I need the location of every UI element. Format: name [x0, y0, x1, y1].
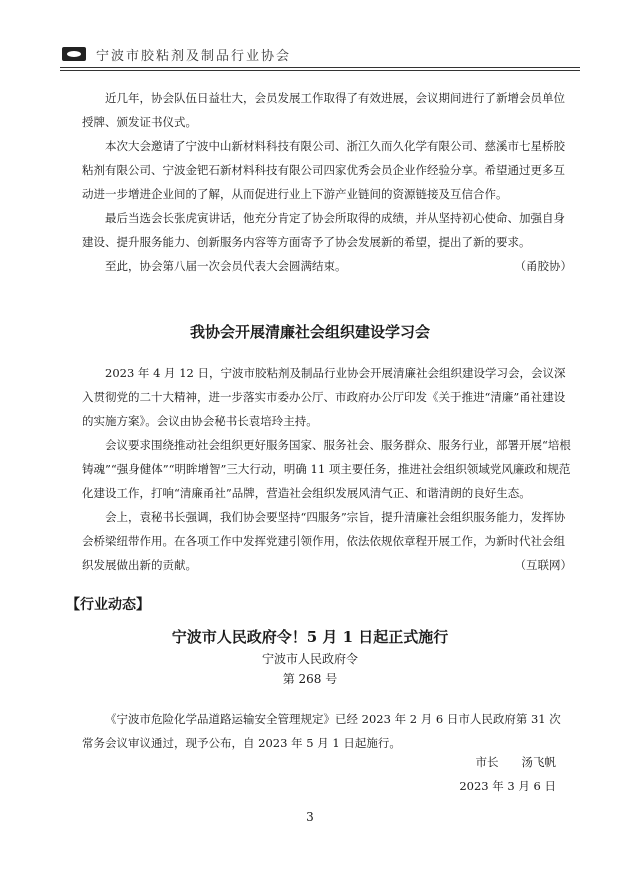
header-rule-bottom: [60, 70, 580, 71]
article3-title: 宁波市人民政府令！5 月 1 日起正式施行: [171, 628, 449, 646]
association-logo-icon: [62, 47, 86, 61]
article3-paragraph: 《宁波市危险化学品道路运输安全管理规定》已经 2023 年 2 月 6 日市人民政府第 31 次常务会议审议通过，现予公布，自 2023 年 5 月 1 日起施行。: [82, 712, 561, 750]
section-label: 【行业动态】: [66, 597, 150, 613]
article3-date: 2023 年 3 月 6 日: [459, 779, 556, 793]
section1-paragraph: 本次大会邀请了宁波中山新材料科技有限公司、浙江久而久化学有限公司、慈溪市七星桥胶粘剂有限公司、宁波金钯石新材料科技有限公司四家优秀会员企业作经验分享。希望通过更多互动进一步增进企业间的了解，从而促进行业上下游产业链间的资源链接及互信合作。: [82, 139, 565, 201]
section1-source: （甬胶协）: [514, 259, 572, 273]
article3-number: 第 268 号: [282, 672, 338, 686]
header-title: 宁波市胶粘剂及制品行业协会: [96, 48, 292, 64]
article2-paragraph: 2023 年 4 月 12 日，宁波市胶粘剂及制品行业协会开展清廉社会组织建设学习会，会议深入贯彻党的二十大精神，进一步落实市委办公厅、市政府办公厅印发《关于推进“清廉”甬社建设的实施方案》。会议由协会秘书长袁培玲主持。: [82, 366, 566, 428]
header-rule-top: [60, 67, 580, 68]
section1-paragraph: 近几年，协会队伍日益壮大，会员发展工作取得了有效进展，会议期间进行了新增会员单位授牌、颁发证书仪式。: [82, 91, 565, 129]
section1-paragraph: 至此，协会第八届一次会员代表大会圆满结束。: [105, 259, 347, 273]
section1-paragraph: 最后当选会长张虎寅讲话，他充分肯定了协会所取得的成绩，并从坚持初心使命、加强自身建设、提升服务能力、创新服务内容等方面寄予了协会发展新的希望，提出了新的要求。: [82, 211, 565, 249]
section1-body: [82, 86, 572, 278]
section1-closing: [82, 254, 572, 278]
page-header: [62, 44, 291, 64]
article2-source: （互联网）: [514, 558, 572, 572]
article3-signer: 市长 汤飞帆: [475, 755, 556, 769]
article2-paragraph: 会上，袁秘书长强调，我们协会要坚持“四服务”宗旨，提升清廉社会组织服务能力，发挥协会桥梁纽带作用。在各项工作中发挥党建引领作用，依法依规依章程开展工作，为新时代社会组织发展做出新的贡献。: [82, 510, 566, 572]
article2-title: 我协会开展清廉社会组织建设学习会: [189, 323, 430, 341]
article2-paragraph: 会议要求围绕推动社会组织更好服务国家、服务社会、服务群众、服务行业，部署开展“培根铸魂”“强身健体”“明眸增智”三大行动，明确 11 项主要任务，推进社会组织领域党风廉政和规范化建设工作，打响“清廉甬社”品牌，营造社会组织发展风清气正、和谐清朗的良好生态。: [82, 438, 571, 500]
article3-issuer: 宁波市人民政府令: [261, 652, 358, 666]
page-number: 3: [306, 810, 314, 824]
article2-paragraph-last: [82, 505, 572, 577]
article3-body: [82, 707, 572, 755]
article2-body: [82, 361, 572, 577]
